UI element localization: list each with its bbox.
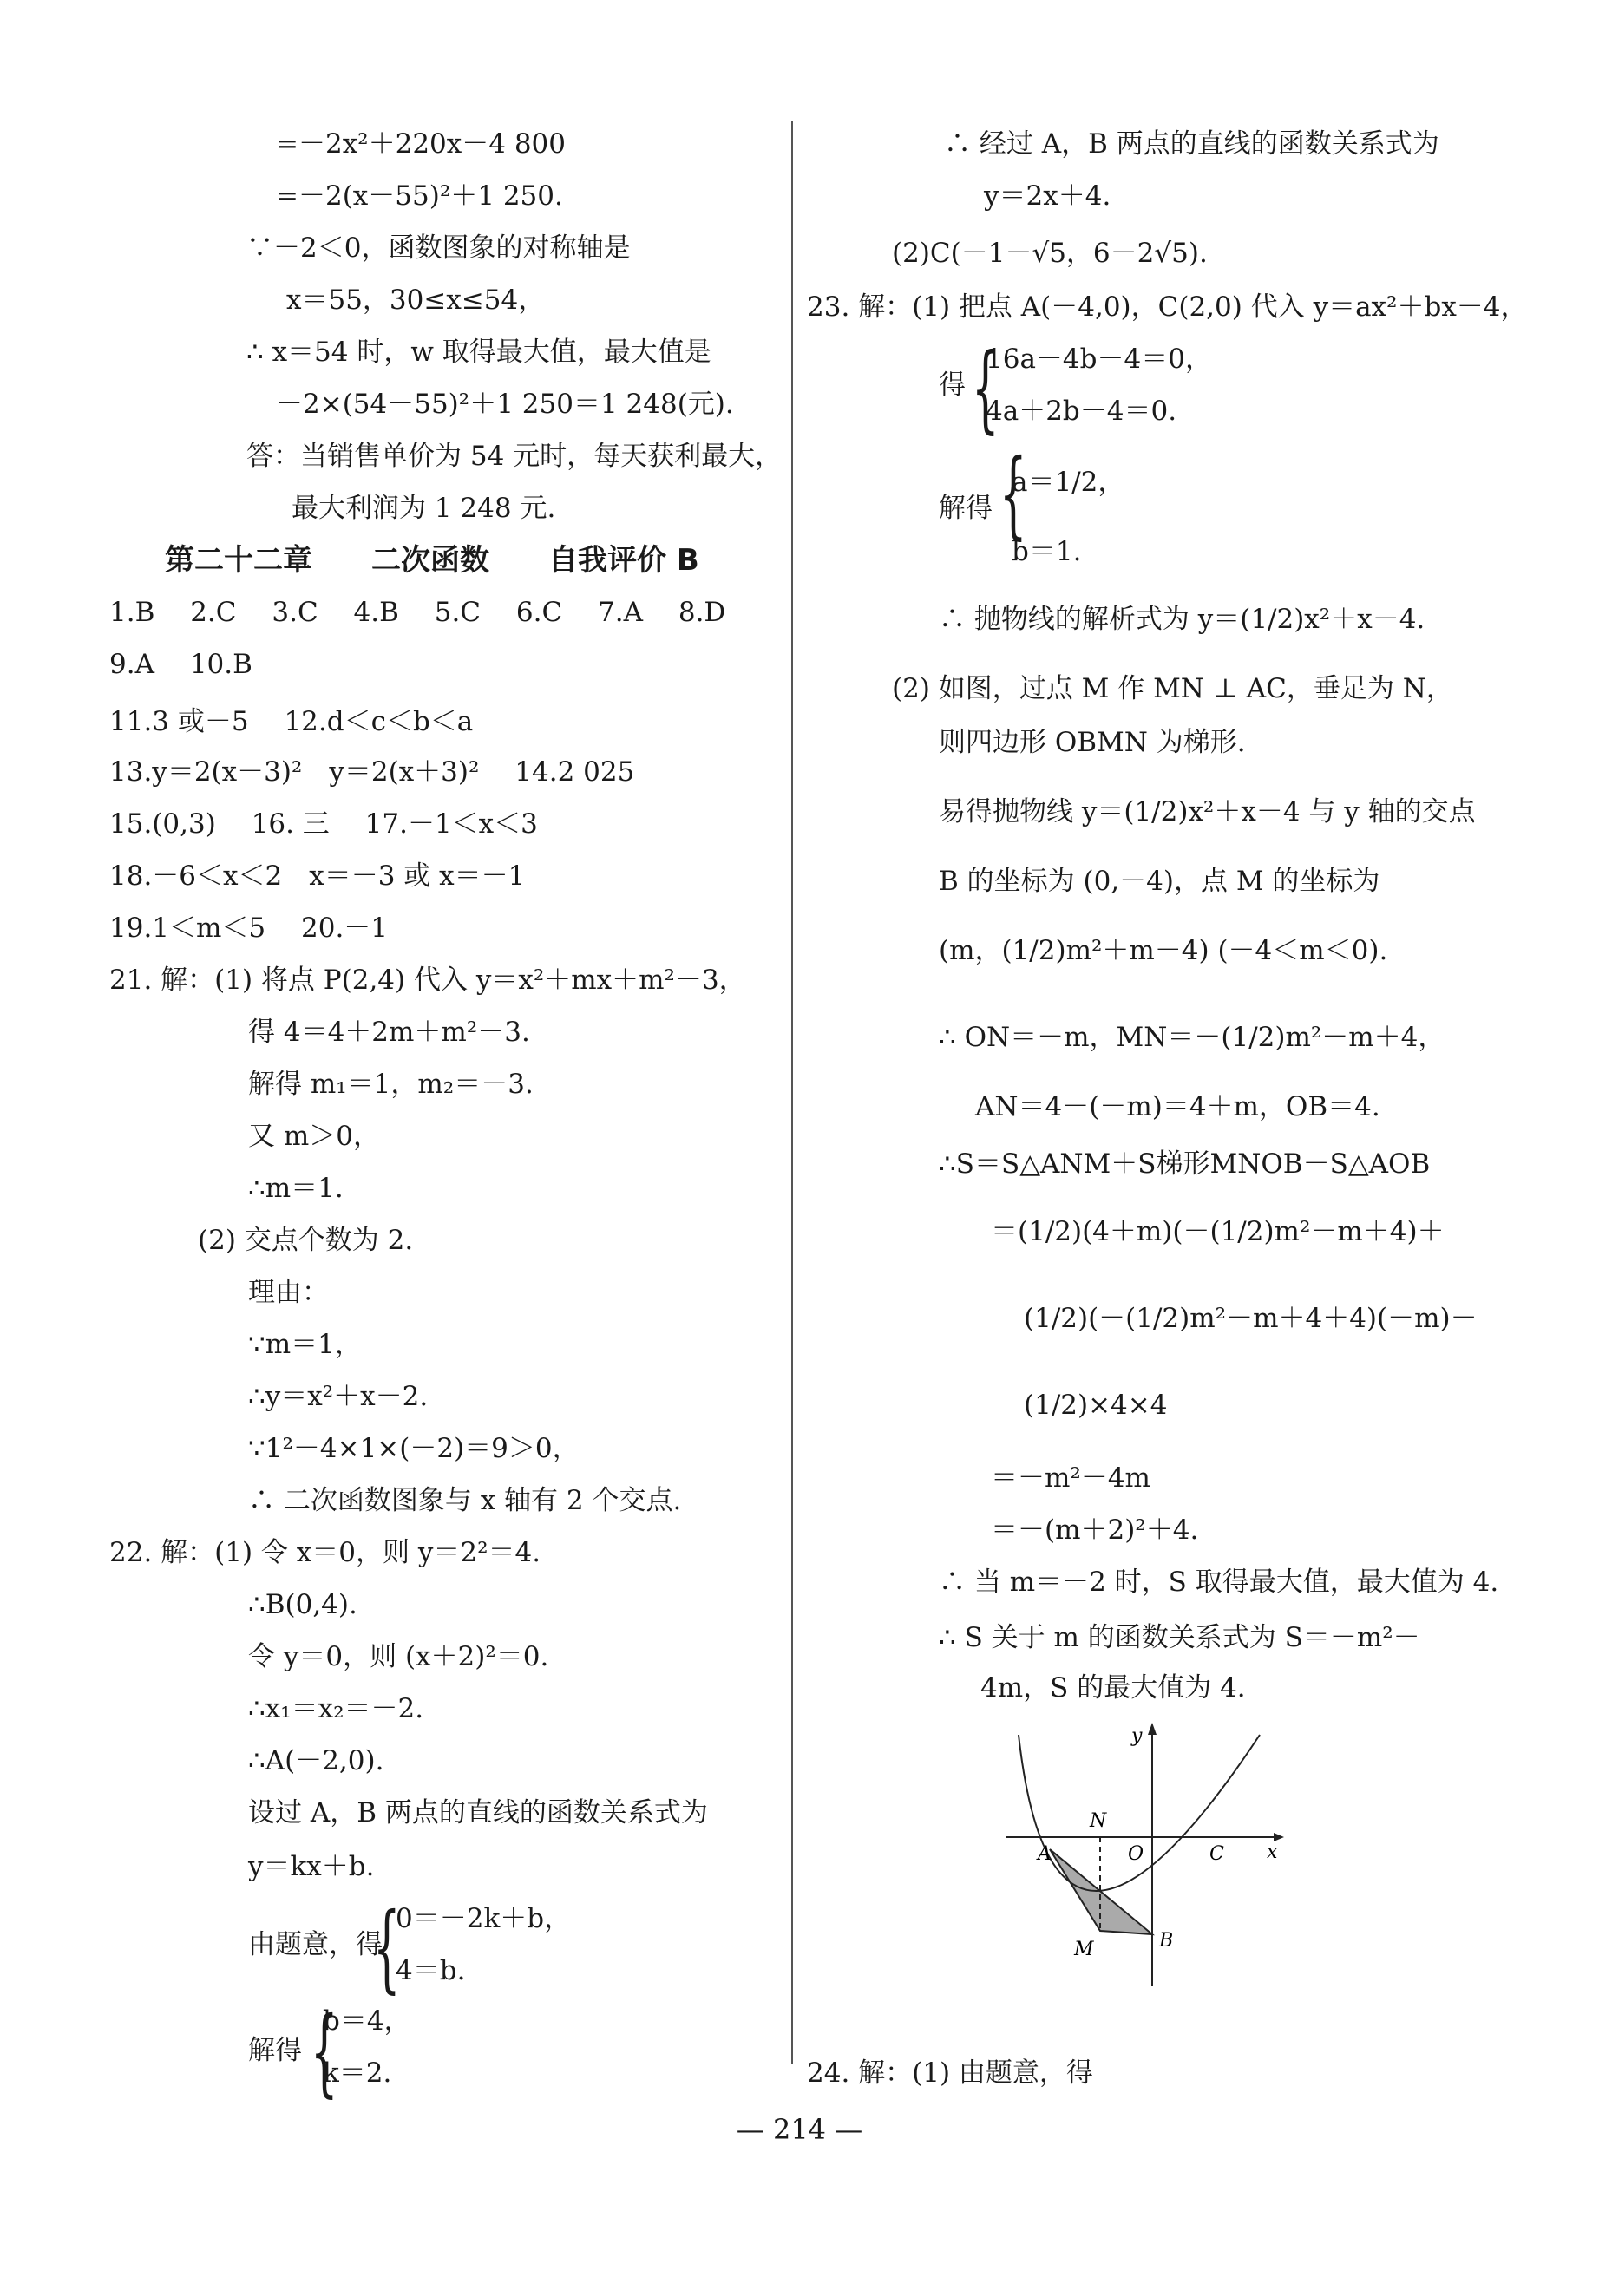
solution-line: ∵1²－4×1×(－2)＝9＞0，	[248, 1433, 580, 1464]
solution-line: 23. 解：(1) 把点 A(－4,0)，C(2,0) 代入 y＝ax²＋bx－4，	[807, 291, 1528, 323]
equation-line: ＝－(m＋2)²＋4.	[991, 1514, 1199, 1546]
text-line: x＝55，30≤x≤54，	[286, 285, 546, 316]
column-divider	[791, 121, 793, 2064]
page-number: — 214 —	[736, 2113, 863, 2146]
answer-line: 1.B 2.C 3.C 4.B 5.C 6.C 7.A 8.D	[109, 597, 726, 628]
equation-line: 4＝b.	[396, 1955, 466, 1986]
answer-line: 18.－6＜x＜2 x＝－3 或 x＝－1	[109, 860, 526, 892]
solution-line: (2) 交点个数为 2.	[198, 1225, 414, 1256]
solution-line: 得	[939, 370, 966, 401]
solution-line: ∴ ON＝－m，MN＝－(1/2)m²－m＋4，	[939, 1022, 1445, 1053]
equation-line: ＝(1/2)(4＋m)(－(1/2)m²－m＋4)＋	[991, 1216, 1445, 1247]
system-brace: {	[373, 1892, 401, 2003]
solution-line: 得 4＝4＋2m＋m²－3.	[248, 1017, 530, 1048]
solution-line: AN＝4－(－m)＝4＋m，OB＝4.	[975, 1091, 1380, 1122]
solution-line: 令 y＝0，则 (x＋2)²＝0.	[248, 1641, 549, 1672]
solution-line: 解得	[248, 2035, 302, 2066]
solution-line: ∴ 抛物线的解析式为 y＝(1/2)x²＋x－4.	[939, 604, 1425, 635]
label-x: x	[1267, 1841, 1278, 1863]
text-line: ∴ x＝54 时，w 取得最大值，最大值是	[246, 337, 711, 368]
text-line: 答：当销售单价为 54 元时，每天获利最大，	[246, 441, 783, 472]
equation-line: (1/2)(－(1/2)m²－m＋4＋4)(－m)－	[1024, 1303, 1478, 1334]
parabola-figure	[998, 1717, 1301, 2004]
solution-line: 24. 解：(1) 由题意，得	[807, 2057, 1093, 2089]
text-line: －2×(54－55)²＋1 250＝1 248(元).	[276, 389, 734, 420]
label-o: O	[1128, 1843, 1144, 1865]
equation-line: (1/2)×4×4	[1024, 1390, 1168, 1421]
solution-line: ∴y＝x²＋x－2.	[248, 1381, 429, 1412]
system-brace: {	[311, 1996, 338, 2107]
x-axis-arrow	[1274, 1833, 1284, 1841]
chapter-heading: 第二十二章 二次函数 自我评价 B	[165, 543, 699, 578]
solution-line: B 的坐标为 (0,－4)，点 M 的坐标为	[939, 866, 1380, 897]
label-a: A	[1038, 1843, 1052, 1865]
label-m: M	[1074, 1939, 1094, 1960]
equation-line: 0＝－2k＋b，	[396, 1903, 572, 1934]
text-line: 最大利润为 1 248 元.	[292, 493, 556, 524]
label-n: N	[1090, 1810, 1107, 1832]
y-axis-arrow	[1148, 1723, 1157, 1735]
text-line: (2)C(－1－√5，6－2√5).	[892, 238, 1208, 269]
solution-line: ∴A(－2,0).	[248, 1745, 384, 1776]
answer-line: 13.y＝2(x－3)² y＝2(x＋3)² 14.2 025	[109, 756, 635, 788]
equation-line: 4a＋2b－4＝0.	[986, 396, 1177, 427]
text-line: =－2x²＋220x－4 800	[276, 128, 567, 160]
solution-line: (m，(1/2)m²＋m－4) (－4＜m＜0).	[939, 935, 1388, 966]
solution-line: 4m，S 的最大值为 4.	[980, 1672, 1246, 1704]
solution-line: ∴B(0,4).	[248, 1589, 357, 1620]
text-line: ∴ 经过 A，B 两点的直线的函数关系式为	[944, 128, 1439, 160]
solution-line: y＝kx＋b.	[248, 1851, 375, 1882]
solution-line: 解得 m₁＝1，m₂＝－3.	[248, 1069, 534, 1100]
equation-line: b＝1.	[1012, 536, 1082, 567]
solution-line: ∴ 当 m＝－2 时，S 取得最大值，最大值为 4.	[939, 1567, 1499, 1598]
solution-line: 21. 解：(1) 将点 P(2,4) 代入 y＝x²＋mx＋m²－3，	[109, 965, 746, 996]
text-line: =－2(x－55)²＋1 250.	[276, 180, 563, 212]
equation-line: b＝4，	[323, 2005, 411, 2037]
equation-line: a＝1/2，	[1012, 467, 1125, 498]
parabola-curve	[1019, 1735, 1260, 1891]
answer-line: 19.1＜m＜5 20.－1	[109, 913, 389, 944]
system-brace: {	[972, 332, 999, 443]
text-line: ∵－2＜0，函数图象的对称轴是	[246, 232, 631, 264]
equation-line: 16a－4b－4＝0，	[986, 343, 1212, 375]
solution-line: 22. 解：(1) 令 x＝0，则 y＝2²＝4.	[109, 1537, 541, 1568]
system-brace: {	[999, 438, 1027, 549]
answer-line: 15.(0,3) 16. 三 17.－1＜x＜3	[109, 808, 538, 840]
solution-line: ∵m＝1，	[248, 1329, 362, 1360]
answer-line: 9.A 10.B	[109, 649, 252, 680]
answer-line: 11.3 或－5 12.d＜c＜b＜a	[109, 706, 474, 737]
solution-line: 解得	[939, 493, 993, 524]
equation-line: k＝2.	[323, 2057, 392, 2089]
solution-line: 则四边形 OBMN 为梯形.	[939, 727, 1246, 758]
solution-line: ∴ S 关于 m 的函数关系式为 S＝－m²－	[939, 1622, 1420, 1653]
text-line: y＝2x＋4.	[984, 180, 1111, 212]
solution-line: ∴x₁＝x₂＝－2.	[248, 1693, 424, 1724]
solution-line: 又 m＞0，	[248, 1121, 380, 1152]
solution-line: 由题意，得	[248, 1929, 383, 1960]
solution-line: ∴ 二次函数图象与 x 轴有 2 个交点.	[248, 1485, 682, 1516]
solution-line: ∴m＝1.	[248, 1173, 344, 1204]
solution-line: 设过 A，B 两点的直线的函数关系式为	[248, 1797, 708, 1828]
solution-line: ∴S＝S△ANM＋S梯形MNOB－S△AOB	[939, 1148, 1431, 1180]
solution-line: 易得抛物线 y＝(1/2)x²＋x－4 与 y 轴的交点	[939, 796, 1476, 827]
solution-line: 理由：	[248, 1277, 329, 1308]
label-c: C	[1209, 1843, 1224, 1865]
label-b: B	[1159, 1930, 1174, 1952]
equation-line: ＝－m²－4m	[991, 1462, 1150, 1494]
solution-line: (2) 如图，过点 M 作 MN ⊥ AC，垂足为 N，	[892, 673, 1453, 704]
label-y: y	[1131, 1725, 1143, 1747]
